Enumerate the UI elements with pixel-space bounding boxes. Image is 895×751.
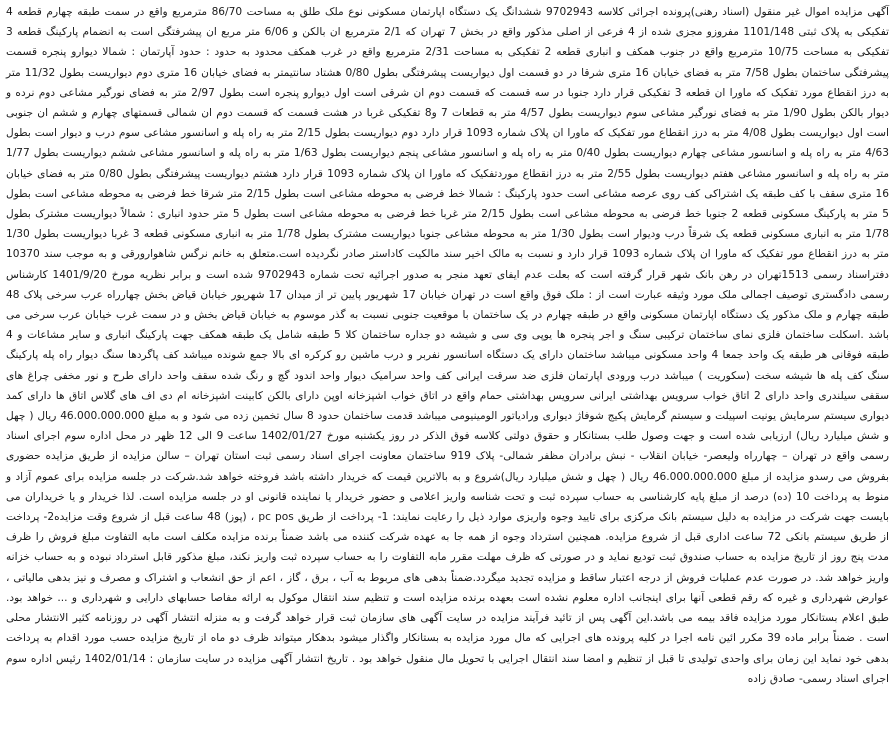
auction-notice-body: آگهی مزایده اموال غیر منقول (اسناد رهنی)پرونده اجرائی کلاسه 9702943 ششدانگ یک دستگاه اپارتمان مسکونی نوع ملک طلق به مساحت 86/70 مترمربع واقع در سمت طبقه چهارم قطعه 4 تفکیکی به پلاک ثبتی 1101/148 مفروزو مجزی شده از 4 فرعی از اصلی مذکور واقع در بخش 7 تهران که 2/1 مترمربع ان بالکن و 6/06 متر مربع ان پیشرفتگی است به انضمام پارکینگ قطعه 3 تفکیکی به مساحت 10/75 مترمربع واقع در جنوب همکف و انباری قطعه 2 تفکیکی به مساحت 2/31 مترمربع واقع در غرب همکف محدود به حدود : حدود آپارتمان : شمالا دیوارو پنجره قسمت پیشرفتگی ساختمان بطول 7/58 متر به فضای خیابان 16 متری شرقا در دو قسمت اول دیواریست پیشرفتگی بطول 0/80 هشتاد سانتیمتر به فضای خیابان 16 متری دوم دیواریست بطول 11/32 متر به درز انقطاع مورد تفکیک که ماورا ان قطعه 3 تفکیکی قرار دارد جنوبا در سه قسمت که قسمت دوم ان شرقی است اول دیوارو پنجره است بطول 2/97 متر به فضای نورگیر مشاعی دوم نرده و دیوار بالکن بطول 1/90 متر به فضای نورگیر مشاعی سوم دیواریست بطول 4/57 متر به قطعات 7 و8 تفکیکی غربا در هشت قسمت که قسمت دوم ان شمالی قسمتهای چهارم و ششم ان جنوبی است اول دیواریست بطول 4/08 متر به درز انقطاع مور تفکیک که ماورا ان پلاک شماره 1093 قرار دارد دوم دیواریست بطول 2/15 متر به راه پله و اسانسور مشاعی سوم درب و دیوار است بطول 4/63 متر به راه پله و اسانسور مشاعی چهارم دیواریست بطول 0/40 متر به راه پله و اسانسور مشاعی پنجم دیواریست بطول 1/63 متر به راه پله و اسانسور مشاعی ششم دیواریست بطول 1/77 متر به راه پله و اسانسور مشاعی هفتم دیواریست بطول 2/55 متر به درز انقطاع موردتفکیک که ماورا ان پلاک شماره 1093 قرار دارد هشتم دیواریست پیشرفتگی بطول 0/80 متر به فضای خیابان 16 متری سقف با کف طبقه یک اشتراکی کف روی عرصه مشاعی است حدود پارکینگ : شمالا خط فرضی به محوطه مشاعی است بطول 2/15 متر شرقا خط فرضی به محوطه مشاعی است بطول 5 متر به پارکینگ مسکونی قطعه 2 جنوبا خط فرضی به محوطه مشاعی است بطول 2/15 متر غربا خط فرضی به محوطه مشاعی است بطول 5 متر حدود انباری : شمالاً دیواریست مشترک بطول 1/78 متر به انباری مسکونی قطعه یک شرقاً درب ودیوار است بطول 1/30 متر به محوطه مشاعی جنوبا دیواریست مشترک بطول 1/78 متر به انباری مسکونی قطعه 3 غربا دیواریست بطول 1/30 متر به درز انقطاع مور تفکیک که ماورا ان پلاک شماره 1093 قرار دارد و نسبت به مالک اخیر سند مالکیت کاداستر صادر نگردیده است.متعلق به خانم نرگس شاهوارورقی و به موجب سند 10370 دفتراسناد رسمی 1513تهران در رهن بانک شهر قرار گرفته است که بعلت عدم ایفای تعهد منجر به صدور اجرائیه تحت شماره 9702943 شده است و برابر نظریه مورخ 1401/9/20 کارشناس رسمی دادگستری توصیف اجمالی ملک مورد وثیقه عبارت است از : ملک فوق واقع است در تهران خیابان 17 شهریور پایین تر از میدان 17 شهریور خیابان قیاض بخش چهارراه عرب سرخی پلاک 48 طبقه چهارم و ملک مذکور یک دستگاه اپارتمان مسکونی واقع در طبقه چهارم در یک ساختمان با موقعیت جنوبی نسبت به گذر موسوم به خیابان قیاض بخش و در سمت غرب خیابان عرب سرخی می باشد .اسکلت ساختمان فلزی نمای ساختمان ترکیبی سنگ و اجر پنجره ها یوپی وی سی و شیشه دو جداره ساختمان کلا 5 طبقه شامل یک طبقه همکف جهت پارکینگ انباری و سایر مشاعات و 4 طبقه فوقانی هر طبقه یک واحد جمعا 4 واحد مسکونی میباشد ساختمان دارای یک دستگاه اسانسور نفربر و درب ماشین رو کرکره ای بالا جمع شونده میباشد کف پاگردها سنگ دیوار راه پله پارکینگ سنگ کف پله ها شیشه سخت (سکوریت ) میباشد درب ورودی اپارتمان فلزی ضد سرقت ایرانی کف واحد سرامیک دیوار واحد اندود گچ و رنگ شده سقف واحد دارای طرح و نور مخفی چراغ های سقفی سیلندری واحد دارای 2 اتاق خواب سرویس بهداشتی ایرانی سرویس بهداشتی حمام واقع در اتاق خواب اشپزخانه اوپن دارای بالکن کابینت اشپزخانه ام دی اف های گلاس اتاق ها دارای کمد دیواری سیستم سرمایش یونیت اسپیلت و سیستم گرمایش پکیج شوفاژ دیواری ورادیاتور الومینیومی میباشد قدمت ساختمان حدود 8 سال تخمین زده می شود و به مبلغ 46.000.000.000 ریال ( چهل و شش میلیارد ریال) ارزیابی شده است و جهت وصول طلب بستانکار و حقوق دولتی کلاسه فوق الذکر در روز یکشنبه مورخ 1402/01/27 ساعت 9 الی 12 ظهر در محل اداره سوم اجرای اسناد رسمی واقع در تهران – چهارراه ولیعصر- خیابان انقلاب - نبش برادران مظفر شمالی- پلاک 919 ساختمان معاونت اجرای اسناد رسمی ثبت استان تهران – سالن مزایده از طریق مزایده حضوری بفروش می رسدو مزایده از مبلغ 46.000.000.000 ریال ( چهل و شش میلیارد ریال)شروع و به بالاترین قیمت که خریدار داشته باشد فروخته خواهد شد.شرکت در جلسه مزایده برای عموم آزاد و منوط به پرداخت 10 (ده) درصد از مبلغ پایه کارشناسی به حساب سپرده ثبت و تحت شناسه واریز اعلامی و حضور خریدار یا نماینده قانونی او در جلسه مزایده است. لذا خریدار و یا خریداران می بایست جهت شرکت در مزایده به دلیل سیستم بانک مرکزی برای تایید وجوه واریزی موارد ذیل را رعایت نمایند: 1- پرداخت از طریق pc pos ، (پوز) 48 ساعت قبل از شروع وقت مزایده2- پرداخت از طریق سیستم بانکی 72 ساعت اداری قبل از شروع مزایده. همچنین استرداد وجوه از همه جا به عهده شرکت کننده می باشد ضمناً برنده مزایده مکلف است مابه التفاوت مبلغ فروش را ظرف مدت پنج روز از تاریخ مزایده به حساب صندوق ثبت تودیع نماید و در صورتی که ظرف مهلت مقرر مابه التفاوت را به حساب سپرده ثبت واریز نکند، مبلغ مذکور قابل استرداد نبوده و به حساب خزانه واریز خواهد شد. در صورت عدم عملیات فروش از درجه اعتبار ساقط و مزایده تجدید میگردد.ضمناً بدهی های مربوط به آب ، برق ، گاز ، اعم از حق انشعاب و اشتراک و مصرف و نیز بدهی مالیاتی ، عوارض شهرداری و غیره که رقم قطعی آنها برای اینجانب اداره معلوم نشده است بعهده برنده مزایده است و تنظیم سند انتقال موکول به ارائه مفاصا حسابهای دارایی و شهرداری و ... خواهد بود. طبق اعلام بستانکار مورد مزایده فاقد بیمه می باشد.این آگهی پس از تائید فرآیند مزایده در سایت آگهی های سازمان ثبت قرار خواهد گرفت و به منزله انتشار آگهی در روزنامه کثیر الانتشار محلی است . ضمناً برابر ماده 39 مکرر ائین نامه اجرا در کلیه پرونده های اجرایی که مال مورد مزایده به بستانکار واگذار میشود بدهکار میتواند ظرف دو ماه از تاریخ مزایده حسب مورد اقدام به پرداخت بدهی خود نماید این زمان برای واحدی تولیدی تا قبل از تنظیم و امضا سند انتقال اجرایی با تحویل مال منقول خواهد بود . تاریخ انتشار آگهی مزایده در سایت سازمان : 1402/01/14 رئیس اداره سوم اجرای اسناد رسمی- صادق زاده [6, 6, 890, 685]
